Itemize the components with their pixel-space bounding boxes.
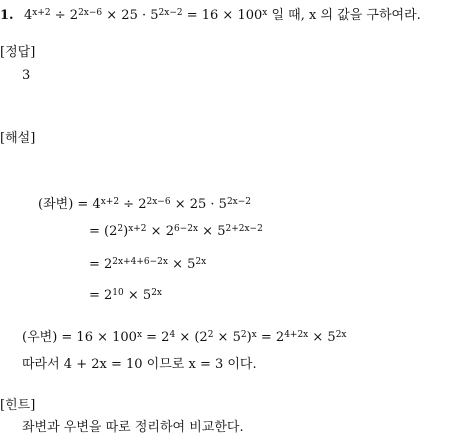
line2-exp0: 2 bbox=[117, 223, 124, 234]
rhs-eq: = 16 × 100 bbox=[57, 330, 137, 345]
line1-exp2: 2x−6 bbox=[146, 196, 171, 207]
rhs-exp1: x bbox=[136, 329, 143, 340]
line2-mid2: × 5 bbox=[198, 224, 226, 239]
line1-mid2: × 25 · 5 bbox=[170, 197, 227, 212]
rhs-mid3: × 5 bbox=[213, 330, 241, 345]
answer-value: 3 bbox=[22, 68, 31, 83]
rhs-exp6: 4+2x bbox=[284, 329, 309, 340]
solution-conclusion: 따라서 4 + 2x = 10 이므로 x = 3 이다. bbox=[22, 357, 257, 372]
solution-rhs-line bbox=[22, 330, 347, 346]
line2-exp1: x+2 bbox=[128, 223, 147, 234]
rhs-mid4: ) bbox=[246, 330, 252, 345]
statement-prefix: 4 bbox=[24, 8, 33, 23]
rhs-mid1: = 2 bbox=[142, 330, 170, 345]
line1-eq: = 4 bbox=[73, 197, 101, 212]
line3-exp2: 2x bbox=[195, 256, 207, 267]
line3-exp1: 2x+4+6−2x bbox=[112, 256, 168, 267]
solution-label: [해설] bbox=[0, 131, 36, 146]
line4-eq: = 2 bbox=[89, 288, 113, 303]
solution-line-1 bbox=[38, 197, 251, 213]
statement-exp3: 2x−2 bbox=[158, 7, 183, 18]
line3-mid1: × 5 bbox=[167, 257, 196, 272]
rhs-mid2: × (2 bbox=[175, 330, 208, 345]
line4-exp2: 2x bbox=[151, 287, 162, 298]
rhs-mid5: = 2 bbox=[256, 330, 285, 345]
line4-exp1: 10 bbox=[112, 287, 124, 298]
line2-eq: = (2 bbox=[89, 224, 118, 239]
statement-exp2: 2x−6 bbox=[78, 7, 103, 18]
rhs-label: (우변) bbox=[22, 330, 58, 345]
rhs-mid6: × 5 bbox=[308, 330, 336, 345]
rhs-exp3: 2 bbox=[207, 329, 214, 340]
solution-line-3 bbox=[89, 257, 206, 273]
rhs-exp5: x bbox=[251, 329, 257, 340]
lhs-label: (좌변) bbox=[38, 197, 74, 212]
line2-exp2: 6−2x bbox=[173, 223, 199, 234]
rhs-exp7: 2x bbox=[335, 329, 347, 340]
solution-line-2 bbox=[89, 224, 263, 240]
line2-exp3: 2+2x−2 bbox=[225, 223, 263, 234]
line2-mid1: × 2 bbox=[146, 224, 174, 239]
rhs-exp2: 4 bbox=[169, 329, 176, 340]
statement-mid1: ÷ 2 bbox=[50, 8, 79, 23]
line3-eq: = 2 bbox=[89, 257, 113, 272]
line4-mid1: × 5 bbox=[123, 288, 152, 303]
hint-label: [힌트] bbox=[0, 398, 36, 413]
statement-exp4: x bbox=[262, 7, 268, 18]
solution-line-4 bbox=[89, 288, 162, 304]
answer-label: [정답] bbox=[0, 45, 36, 60]
problem-statement bbox=[24, 8, 421, 24]
statement-exp1: x+2 bbox=[32, 7, 51, 18]
statement-mid2: × 25 · 5 bbox=[102, 8, 159, 23]
statement-mid3: = 16 × 100 bbox=[182, 8, 263, 23]
problem-number: 1. bbox=[0, 8, 14, 23]
line1-exp1: x+2 bbox=[100, 196, 120, 207]
hint-text: 좌변과 우변을 따로 정리하여 비교한다. bbox=[22, 420, 244, 435]
line2-close: ) bbox=[123, 224, 129, 239]
rhs-exp4: 2 bbox=[240, 329, 247, 340]
line1-exp3: 2x−2 bbox=[226, 196, 252, 207]
line1-mid1: ÷ 2 bbox=[119, 197, 147, 212]
statement-suffix: 일 때, x 의 값을 구하여라. bbox=[267, 8, 421, 23]
